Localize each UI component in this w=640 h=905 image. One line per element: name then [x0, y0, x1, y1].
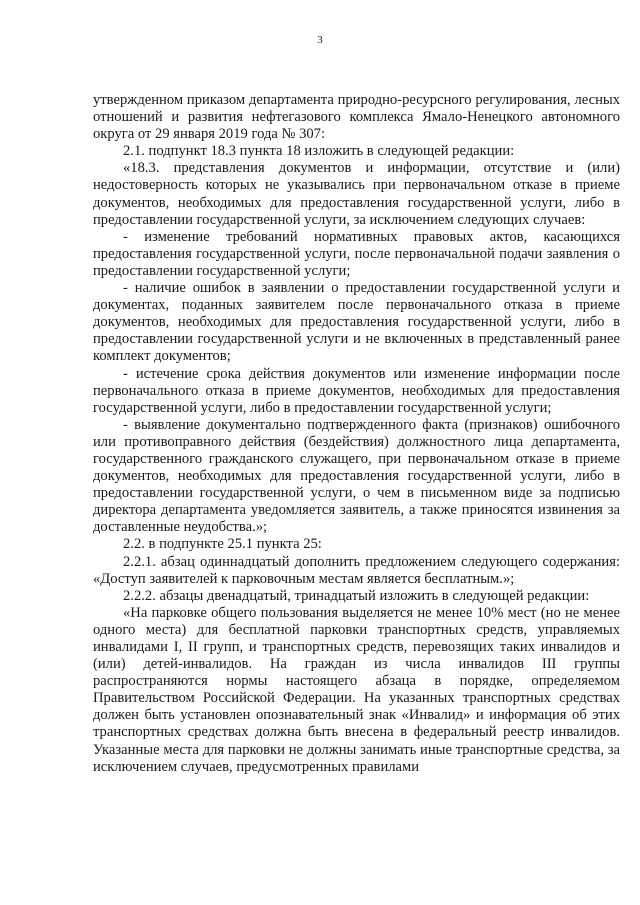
paragraph-parking: «На парковке общего пользования выделяется не менее 10% мест (но не менее одного места) для бесплатной парковки транспортных средств, управляемых инвалидами I, II групп, и транспортных средств, перевозящих таких инвалидов и (или) детей-инвалидов. На граждан из числа инвалидов III группы распространяются нормы настоящего абзаца в порядке, определяемом Правительством Российской Федерации. На указанных транспортных средствах должен быть установлен опознавательный знак «Инвалид» и информация об этих транспортных средствах должна быть внесена в федеральный реестр инвалидов. Указанные места для парковки не должны занимать иные транспортные средства, за исключением случаев, предусмотренных правилами [93, 604, 620, 775]
document-body [93, 92, 620, 776]
paragraph-2-2-1: 2.2.1. абзац одиннадцатый дополнить предложением следующего содержания: «Доступ заявителей к парковочным местам является бесплатным.»; [93, 553, 620, 587]
paragraph-intro-continuation: утвержденном приказом департамента природно-ресурсного регулирования, лесных отношений и развития нефтегазового комплекса Ямало-Ненецкого автономного округа от 29 января 2019 года № 307: [93, 92, 620, 143]
paragraph-18-3: «18.3. представления документов и информации, отсутствие и (или) недостоверность которых не указывались при первоначальном отказе в приеме документов, необходимых для предоставления государственной услуги, либо в предоставлении государственной услуги, за исключением следующих случаев: [93, 160, 620, 228]
list-item-errors: - наличие ошибок в заявлении о предоставлении государственной услуги и документах, поданных заявителем после первоначального отказа в приеме документов, необходимых для предоставления государственной услуги, либо в предоставлении государственной услуги и не включенных в представленный ранее комплект документов; [93, 280, 620, 365]
paragraph-2-2-2: 2.2.2. абзацы двенадцатый, тринадцатый изложить в следующей редакции: [123, 587, 590, 604]
page-number: 3 [317, 34, 323, 46]
list-item-requirements-change: - изменение требований нормативных правовых актов, касающихся предоставления государственной услуги, после первоначальной подачи заявления о предоставлении государственной услуги; [93, 228, 620, 279]
paragraph-2-1: 2.1. подпункт 18.3 пункта 18 изложить в следующей редакции: [123, 143, 515, 160]
paragraph-2-2: 2.2. в подпункте 25.1 пункта 25: [123, 536, 322, 553]
list-item-misconduct: - выявление документально подтвержденного факта (признаков) ошибочного или противоправного действия (бездействия) должностного лица департамента, государственного гражданского служащего, при первоначальном отказе в приеме документов, необходимых для предоставления государственной услуги, либо в предоставлении государственной услуги, о чем в письменном виде за подписью директора департамента уведомляется заявитель, а также приносятся извинения за доставленные неудобства.»; [93, 416, 620, 536]
list-item-expiry: - истечение срока действия документов или изменение информации после первоначального отказа в приеме документов, необходимых для предоставления государственной услуги, либо в предоставлении государственной услуги; [93, 365, 620, 416]
